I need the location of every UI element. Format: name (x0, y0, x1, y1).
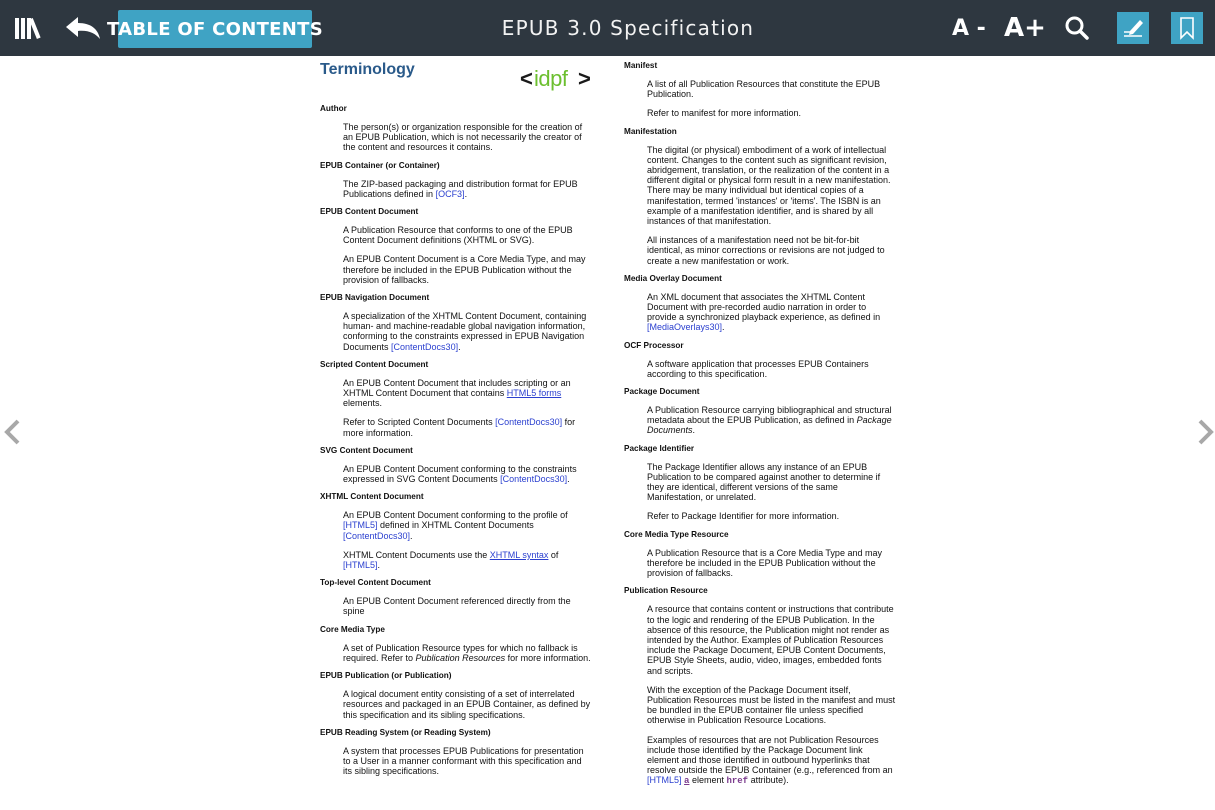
term-label: Top-level Content Document (320, 578, 431, 588)
reference-link[interactable]: [ContentDocs30] (500, 474, 568, 485)
term-label: Core Media Type Resource (624, 529, 729, 539)
italic-text: Package Documents (647, 415, 892, 436)
definition-paragraph (647, 548, 896, 579)
text-run: A Publication Resource that conforms to one of the EPUB Content Document definitions (XHTML or SVG). (343, 225, 573, 246)
term-label: Publication Resource (624, 586, 708, 596)
definition-paragraph (647, 145, 896, 227)
term-definition (343, 596, 592, 616)
text-run: . (410, 530, 413, 541)
definition-list-right (624, 61, 896, 787)
text-run: . (692, 425, 696, 436)
back-arrow-icon[interactable] (62, 0, 104, 56)
table-of-contents-button[interactable]: TABLE OF CONTENTS (118, 10, 312, 48)
term-label: Package Identifier (624, 443, 695, 453)
definition-paragraph (343, 643, 592, 663)
text-run: . (567, 474, 570, 485)
definition-paragraph (343, 378, 592, 409)
text-run: of (548, 549, 559, 560)
text-run: element (689, 775, 727, 786)
pencil-note-icon (1121, 16, 1145, 40)
term-label: Manifestation (624, 126, 677, 136)
definition-paragraph (343, 122, 592, 153)
text-run: An EPUB Content Document that includes scripting or an XHTML Content Document that contains (343, 377, 571, 399)
font-increase-button[interactable]: A+ (1004, 13, 1046, 43)
svg-text:<: < (520, 66, 533, 91)
text-run: elements. (343, 398, 383, 409)
text-run: Refer to Scripted Content Documents (343, 417, 496, 428)
term-definition (647, 79, 896, 119)
term-definition (343, 746, 592, 777)
term-definition (343, 464, 592, 484)
definition-paragraph (343, 311, 592, 352)
definition-paragraph (647, 359, 896, 379)
text-run: A set of Publication Resource types for which no fallback is required. Refer to (343, 642, 578, 663)
text-run: All instances of a manifestation need not be bit-for-bit identical, as minor corrections or revisions are not judged to create a new manifestation or work. (647, 235, 885, 266)
term-label: Media Overlay Document (624, 273, 722, 283)
library-icon[interactable] (12, 0, 44, 56)
text-run: A specialization of the XHTML Content Document, containing human- and machine-readable global navigation information, conforming to the constraints expressed in EPUB Navigation Documents (343, 311, 587, 352)
text-run: An XML document that associates the XHTML Content Document with pre-recorded audio narration in order to provide a synchronized playback experience, as defined in (647, 291, 881, 323)
reference-link[interactable]: [HTML5] (647, 775, 682, 786)
definition-paragraph (647, 405, 896, 436)
definition-paragraph (343, 689, 592, 720)
definition-paragraph (343, 510, 592, 541)
term-label: EPUB Publication (or Publication) (320, 671, 452, 681)
book-page (0, 56, 1215, 810)
reference-link[interactable]: [MediaOverlays30] (647, 322, 723, 333)
term-label: OCF Processor (624, 340, 684, 350)
definition-paragraph (647, 511, 896, 521)
definition-paragraph (343, 417, 592, 437)
term-definition (343, 643, 592, 663)
book-title: EPUB 3.0 Specification (501, 16, 755, 40)
svg-text:>: > (578, 66, 591, 91)
text-run: An EPUB Content Document conforming to the constraints expressed in SVG Content Documents (343, 463, 577, 485)
term-definition (647, 604, 896, 786)
definition-paragraph (647, 235, 896, 266)
text-run: . (458, 341, 461, 352)
reference-link[interactable]: [ContentDocs30] (343, 530, 411, 541)
text-run: defined in XHTML Content Documents (377, 520, 534, 531)
term-definition (343, 179, 592, 199)
reference-link[interactable]: [ContentDocs30] (391, 341, 459, 352)
text-run: . (464, 188, 468, 199)
hyperlink[interactable]: HTML5 forms (506, 388, 562, 399)
italic-text: Publication Resources (415, 652, 506, 663)
bookmark-icon (1176, 16, 1198, 40)
term-label: EPUB Container (or Container) (320, 160, 440, 170)
left-column (320, 56, 592, 784)
text-run: XHTML Content Documents use the (343, 549, 490, 560)
definition-paragraph (343, 746, 592, 777)
term-definition (343, 122, 592, 153)
reference-link[interactable]: [HTML5] (343, 560, 378, 571)
term-label: EPUB Navigation Document (320, 293, 430, 303)
text-run: A list of all Publication Resources that constitute the EPUB Publication. (647, 79, 881, 100)
text-run: The Package Identifier allows any instance of an EPUB Publication to be compared against another to determine if they are identical, different versions of the same Manifestation, or unrelated. (647, 461, 881, 503)
definition-paragraph (647, 685, 896, 726)
term-definition (343, 689, 592, 720)
definition-paragraph (647, 79, 896, 99)
text-run: A resource that contains content or instructions that contribute to the logic and rendering of the EPUB Publication. In the absence of this resource, the Publication might not render as intended by the Author. Examples of Publication Resources include the Package Document, EPUB Content Documents, EPUB Style Sheets, audio, video, images, embedded fonts and scripts. (647, 604, 894, 676)
section-heading: Terminology (320, 61, 415, 78)
definition-paragraph (647, 604, 896, 675)
definition-paragraph (343, 464, 592, 484)
definition-list-left (320, 104, 592, 776)
text-run: . (722, 322, 725, 333)
reference-link[interactable]: [HTML5] (343, 520, 378, 531)
definition-paragraph (647, 108, 896, 118)
svg-text:idpf: idpf (534, 66, 568, 91)
bookmark-button[interactable] (1171, 12, 1203, 44)
term-label: SVG Content Document (320, 445, 413, 455)
search-icon[interactable] (1062, 0, 1092, 56)
text-run: for more information. (343, 417, 576, 438)
term-definition (647, 145, 896, 266)
text-run: A Publication Resource carrying bibliographical and structural metadata about the EPUB Publication, as defined in (647, 405, 892, 426)
text-run: An EPUB Content Document conforming to the profile of (343, 510, 568, 521)
definition-paragraph (343, 254, 592, 285)
definition-paragraph (343, 225, 592, 245)
definition-paragraph (343, 596, 592, 616)
idpf-logo (520, 64, 592, 94)
text-run: A Publication Resource that is a Core Media Type and may therefore be included in the EPUB Publication without the provision of fallbacks. (647, 547, 882, 579)
text-run: A software application that processes EPUB Containers according to this specification. (647, 358, 869, 379)
term-definition (343, 225, 592, 285)
term-definition (647, 405, 896, 436)
text-run: Refer to Package Identifier for more information. (647, 511, 840, 522)
text-run: With the exception of the Package Document itself, Publication Resources must be listed in the manifest and must be bundled in the EPUB container file unless specified otherwise in Publication Resource Locations. (647, 684, 896, 726)
hyperlink[interactable]: XHTML syntax (489, 549, 549, 560)
definition-paragraph (647, 292, 896, 333)
text-run: for more information. (505, 652, 591, 663)
term-definition (343, 510, 592, 570)
text-run: An EPUB Content Document referenced directly from the spine (343, 596, 571, 617)
top-toolbar (0, 0, 1215, 56)
definition-paragraph (343, 550, 592, 570)
right-column (624, 56, 896, 795)
text-run: The digital (or physical) embodiment of a work of intellectual content. Changes to the content such as significant revision, abridgement, translation, or the realization of the content in a different digital or physical form result in a new manifestation. There may be many individual but identical copies of a manifestation, termed 'instances' or 'items'. The ISBN is an example of a manifestation identifier, and is shared by all instances of that manifestation. (647, 144, 891, 227)
definition-paragraph (343, 179, 592, 199)
text-run: Refer to manifest for more information. (647, 108, 802, 119)
reference-link[interactable]: [OCF3] (435, 188, 465, 199)
text-run: The person(s) or organization responsible for the creation of an EPUB Publication, which is not necessarily the creator of the content and resources it contains. (343, 122, 583, 153)
text-run: A system that processes EPUB Publications for presentation to a User in a manner conformant with this specification and its sibling specifications. (343, 745, 584, 777)
definition-paragraph (647, 462, 896, 503)
text-run: A logical document entity consisting of a set of interrelated resources and packaged in an EPUB Container, as defined by this specification and its sibling specifications. (343, 689, 591, 720)
term-label: EPUB Reading System (or Reading System) (320, 727, 491, 737)
term-definition (647, 548, 896, 579)
text-run: attribute). (748, 775, 789, 786)
term-definition (647, 359, 896, 379)
term-label: Package Document (624, 387, 700, 397)
reference-link[interactable]: [ContentDocs30] (495, 417, 563, 428)
definition-paragraph (647, 735, 896, 787)
text-run: An EPUB Content Document is a Core Media Type, and may therefore be included in the EPUB Publication without the provision of fallbacks. (343, 254, 586, 285)
term-definition (647, 292, 896, 333)
term-definition (343, 311, 592, 352)
code-text: href (726, 776, 749, 787)
term-definition (647, 462, 896, 522)
term-label: Core Media Type (320, 624, 385, 634)
text-run: Examples of resources that are not Publication Resources include those identified by the Package Document link element and those identified in outbound hyperlinks that resolve outside the EPUB Container (e.g., referenced from an (647, 734, 893, 776)
term-label: Manifest (624, 61, 658, 70)
term-definition (343, 378, 592, 438)
font-decrease-button[interactable]: A - (952, 15, 986, 41)
text-run: The ZIP-based packaging and distribution format for EPUB Publications defined in (343, 178, 578, 199)
term-label: Author (320, 104, 347, 113)
text-run: . (377, 560, 381, 571)
term-label: Scripted Content Document (320, 359, 429, 369)
annotate-button[interactable] (1117, 12, 1149, 44)
term-label: EPUB Content Document (320, 207, 419, 217)
term-label: XHTML Content Document (320, 492, 424, 502)
code-text[interactable]: a (684, 776, 690, 787)
